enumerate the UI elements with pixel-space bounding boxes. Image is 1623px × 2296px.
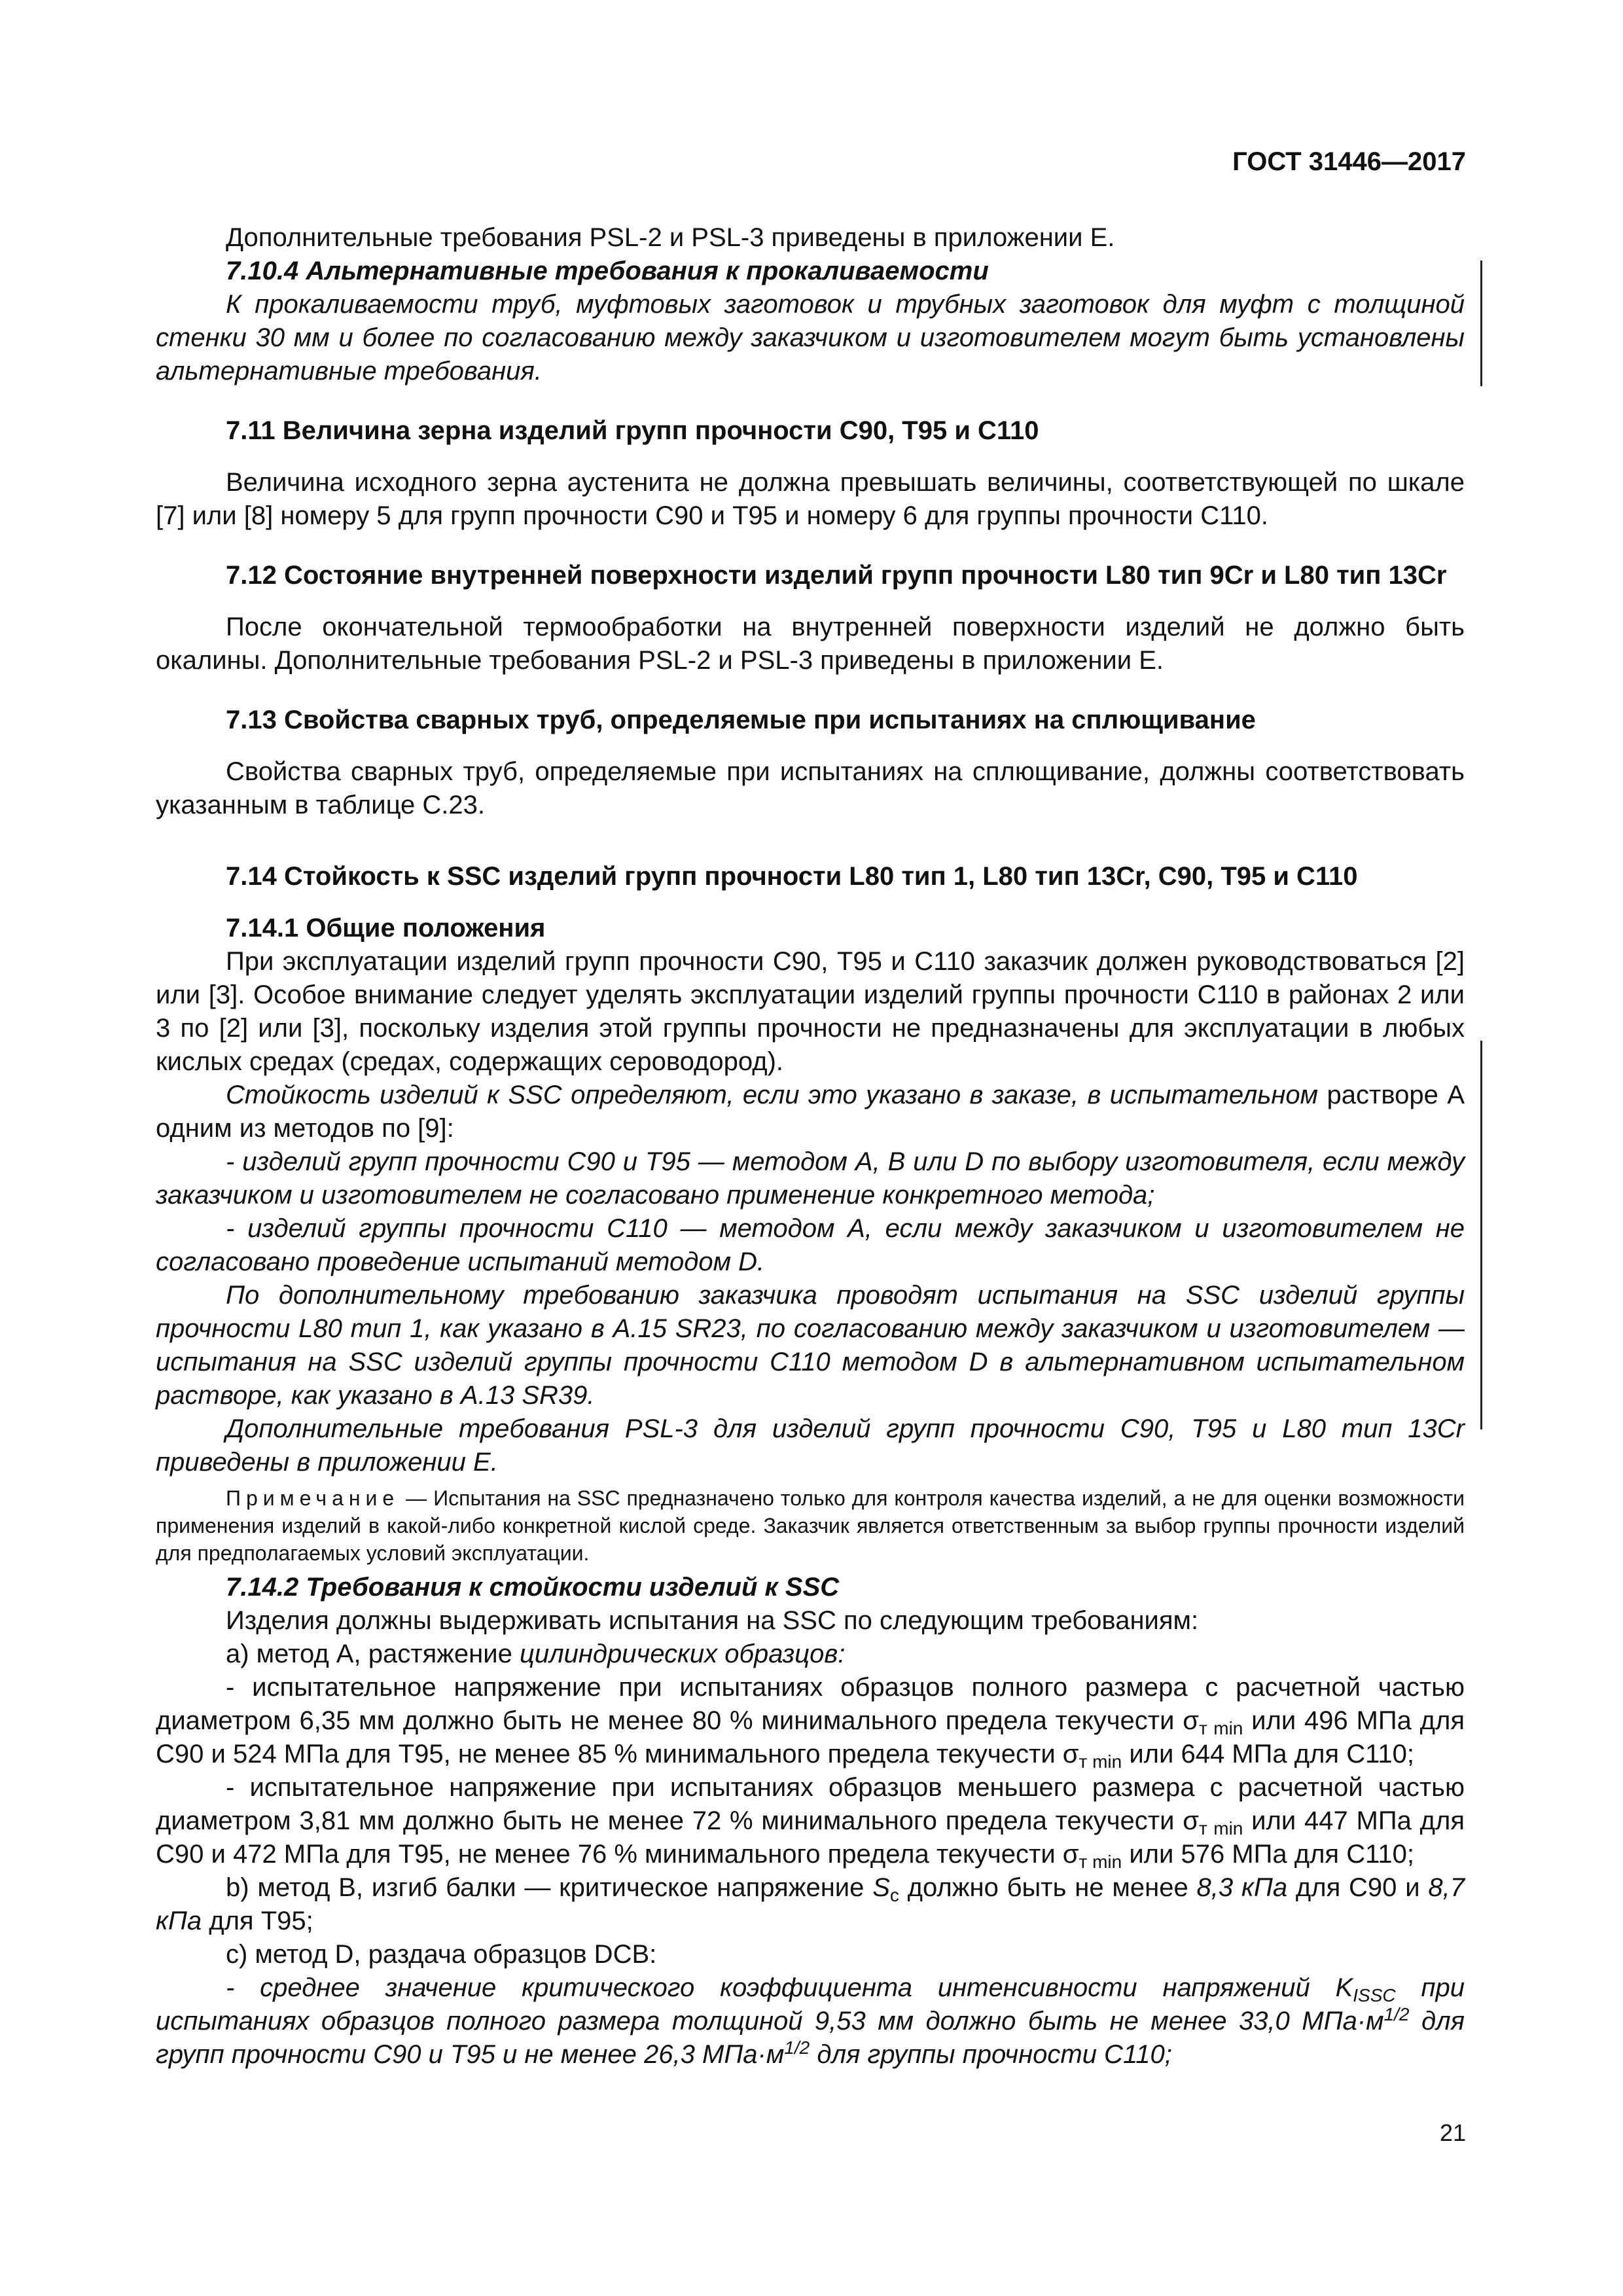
paragraph-7-12: После окончательной термообработки на внутренней поверхности изделий не должно быть окалины. Дополнительные требования PSL-2 и PSL-3 приведены в приложении Е. <box>156 613 1465 675</box>
b-text-1: b) метод В, изгиб балки — критическое напряжение <box>226 1873 873 1902</box>
b-subscript: c <box>889 1885 899 1905</box>
heading-7-14: 7.14 Стойкость к SSC изделий групп прочности L80 тип 1, L80 тип 13Cr, С90, Т95 и С110 <box>226 862 1358 891</box>
list-item-2: - изделий группы прочности С110 — методом А, если между заказчиком и изготовителем не согласовано проведение испытаний методом D. <box>156 1214 1465 1276</box>
a2-text-2: или 447 МПа для С90 и 472 МПа для Т95, не менее 76 % минимального предела текучести σ <box>156 1806 1465 1869</box>
paragraph-7-14-1-p2 <box>156 1079 1465 1145</box>
b-text-2: должно быть не менее <box>899 1873 1197 1902</box>
item-a1 <box>156 1671 1465 1771</box>
heading-7-11: 7.11 Величина зерна изделий групп прочности С90, Т95 и С110 <box>226 416 1039 445</box>
a1-text-2: или 496 МПа для С90 и 524 МПа для Т95, не менее 85 % минимального предела текучести σ <box>156 1706 1465 1768</box>
note-text: — Испытания на SSC предназначено только для контроля качества изделий, а не для оценки возможности применения изделий в какой-либо конкретной кислой среде. Заказчик является ответственным за выбор группы прочности изделий для предполагаемых условий эксплуатации. <box>156 1486 1465 1565</box>
paragraph-7-14-1-p1: При эксплуатации изделий групп прочности С90, Т95 и С110 заказчик должен руководствоваться [2] или [3]. Особое внимание следует уделять эксплуатации изделий группы прочности С110 в районах 2 или 3 по [2] или [3], поскольку изделия этой группы прочности не предназначены для эксплуатации в любых кислых средах (средах, содержащих сероводород). <box>156 947 1465 1076</box>
heading-7-12: 7.12 Состояние внутренней поверхности изделий групп прочности L80 тип 9Cr и L80 тип 13Cr <box>226 561 1447 590</box>
p2-italic-part: Стойкость изделий к SSC определяют, если это указано в заказе, в испытательном <box>226 1081 1319 1109</box>
paragraph-7-13: Свойства сварных труб, определяемые при испытаниях на сплющивание, должны соответствовать указанным в таблице С.23. <box>156 757 1465 819</box>
change-bar-2 <box>1480 1041 1482 1429</box>
c1-superscript-1: 1/2 <box>1383 2004 1410 2024</box>
item-a <box>156 1638 1465 1671</box>
c1-text-1: - среднее значение критического коэффициента интенсивности напряжений K <box>226 1973 1353 2002</box>
p2-regular-part: растворе А одним из методов по [9]: <box>156 1081 1465 1143</box>
a1-subscript-2: т min <box>1079 1751 1122 1772</box>
a1-text-1: - испытательное напряжение при испытаниях образцов полного размера с расчетной частью диаметром 6,35 мм должно быть не менее 80 % минимального предела текучести σ <box>156 1673 1465 1735</box>
heading-7-14-2: 7.14.2 Требования к стойкости изделий к SSC <box>226 1573 840 1602</box>
b-text-3: для С90 и <box>1287 1873 1429 1902</box>
paragraph-7-14-1-p3: По дополнительному требованию заказчика проводят испытания на SSC изделий группы прочности L80 тип 1, как указано в А.15 SR23, по согласованию между заказчиком и изготовителем — испытания на SSC изделий группы прочности С110 методом D в альтернативном испытательном растворе, как указано в А.13 SR39. <box>156 1281 1465 1410</box>
item-a2 <box>156 1771 1465 1871</box>
heading-7-10-4: 7.10.4 Альтернативные требования к прокаливаемости <box>226 257 989 285</box>
c1-text-2: при испытаниях образцов полного размера толщиной 9,53 мм должно быть не менее 33,0 МПа·м <box>156 1973 1465 2036</box>
document-code: ГОСТ 31446—2017 <box>1232 147 1466 176</box>
paragraph-7-11: Величина исходного зерна аустенита не должна превышать величины, соответствующей по шкале [7] или [8] номеру 5 для групп прочности С90 и Т95 и номеру 6 для группы прочности С110. <box>156 468 1465 530</box>
paragraph-7-10-4: К прокаливаемости труб, муфтовых заготовок и трубных заготовок для муфт с толщиной стенки 30 мм и более по согласованию между заказчиком и изготовителем могут быть установлены альтернативные требования. <box>156 290 1465 386</box>
document-body <box>156 221 1465 2072</box>
b-value-2: 8,7 кПа <box>156 1873 1465 1935</box>
paragraph-7-14-2-intro: Изделия должны выдерживать испытания на SSC по следующим требованиям: <box>226 1606 1199 1635</box>
heading-7-14-1: 7.14.1 Общие положения <box>226 914 546 942</box>
a2-text-1: - испытательное напряжение при испытаниях образцов меньшего размера с расчетной частью диаметром 3,81 мм должно быть не менее 72 % минимального предела текучести σ <box>156 1773 1465 1835</box>
item-a-italic: цилиндрических образцов: <box>519 1640 846 1668</box>
c1-subscript: ISSC <box>1353 1985 1396 2005</box>
item-b <box>156 1871 1465 1938</box>
a2-subscript-1: т min <box>1198 1818 1243 1839</box>
item-c1 <box>156 1971 1465 2072</box>
paragraph-7-14-1-p4: Дополнительные требования PSL-3 для изделий групп прочности С90, Т95 и L80 тип 13Cr приведены в приложении Е. <box>156 1414 1465 1477</box>
b-value-1: 8,3 кПа <box>1196 1873 1288 1902</box>
b-text-4: для Т95; <box>202 1907 313 1935</box>
a2-text-3: или 576 МПа для С110; <box>1122 1840 1414 1869</box>
paragraph-intro: Дополнительные требования PSL-2 и PSL-3 приведены в приложении Е. <box>226 223 1115 252</box>
change-bar-1 <box>1480 260 1482 386</box>
list-item-1: - изделий групп прочности С90 и Т95 — методом А, В или D по выбору изготовителя, если между заказчиком и изготовителем не согласовано применение конкретного метода; <box>156 1147 1465 1210</box>
heading-7-13: 7.13 Свойства сварных труб, определяемые при испытаниях на сплющивание <box>226 706 1256 734</box>
page-number: 21 <box>1439 2119 1466 2146</box>
a2-subscript-2: т min <box>1079 1852 1122 1872</box>
a1-text-3: или 644 МПа для С110; <box>1122 1740 1414 1768</box>
c1-text-3: для групп прочности С90 и Т95 и не менее 26,3 МПа·м <box>156 2007 1465 2069</box>
c1-text-4: для группы прочности С110; <box>810 2040 1172 2069</box>
b-symbol: S <box>872 1873 890 1902</box>
item-a-regular: а) метод А, растяжение <box>226 1640 520 1668</box>
item-c: с) метод D, раздача образцов DCB: <box>226 1940 657 1969</box>
note <box>156 1484 1465 1567</box>
note-label: Примечание <box>226 1486 400 1510</box>
a1-subscript-1: т min <box>1198 1718 1243 1738</box>
c1-superscript-2: 1/2 <box>784 2037 810 2058</box>
